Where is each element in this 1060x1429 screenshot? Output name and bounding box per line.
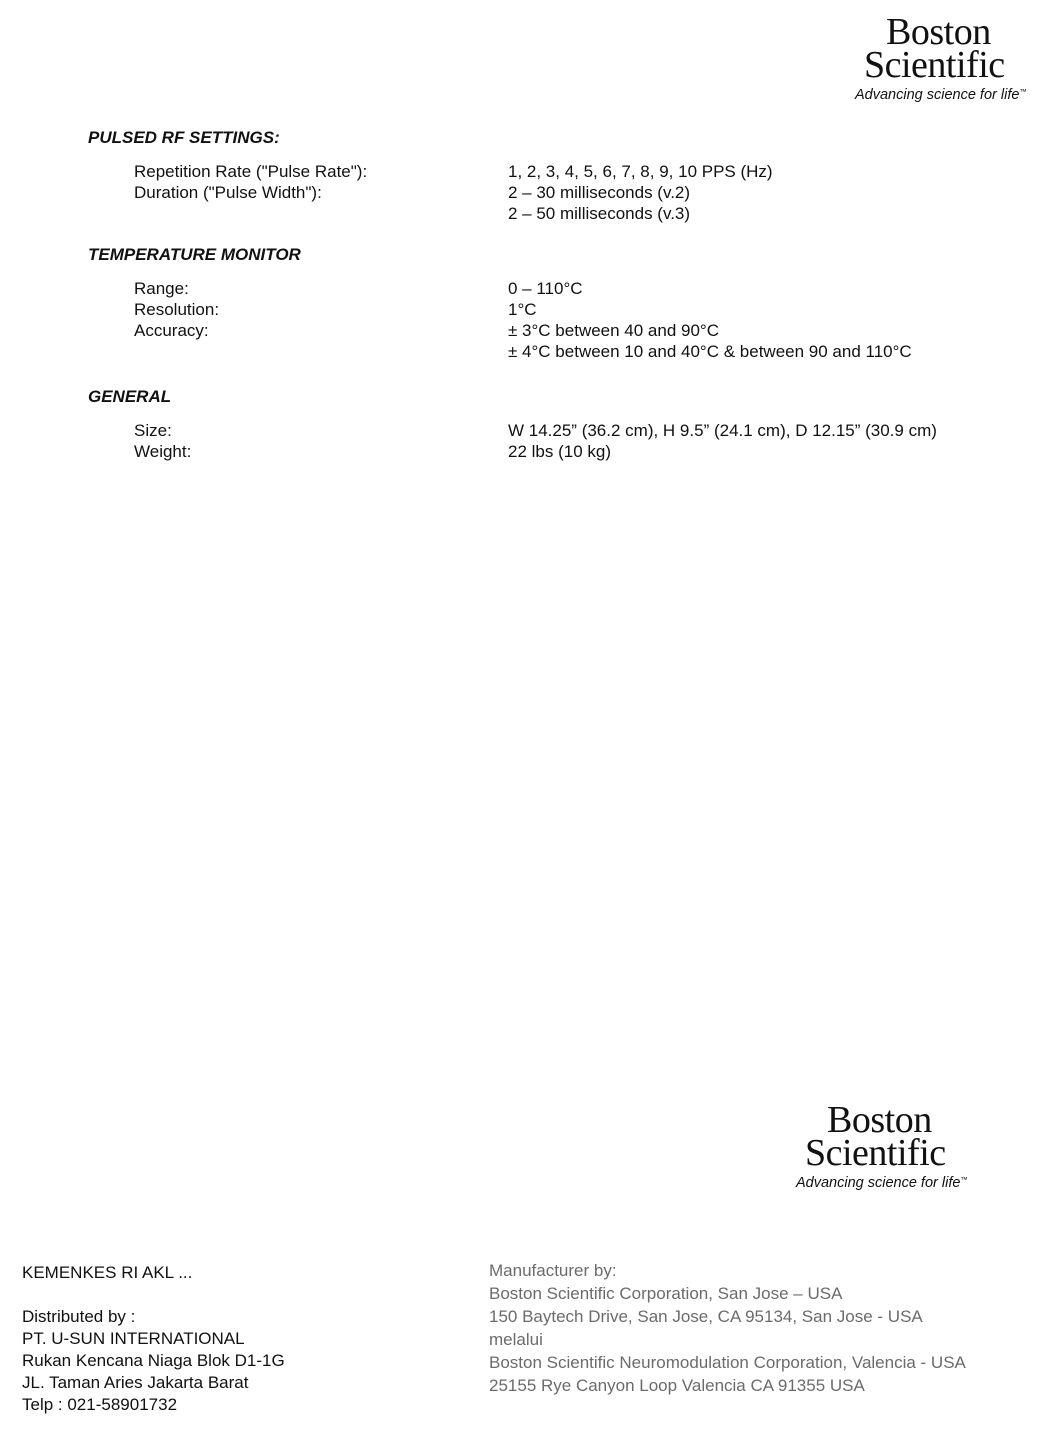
value-repetition-rate: 1, 2, 3, 4, 5, 6, 7, 8, 9, 10 PPS (Hz) xyxy=(508,162,773,181)
logo-tagline xyxy=(855,87,1027,103)
manufacturer-via: melalui xyxy=(489,1330,543,1349)
label-weight: Weight: xyxy=(134,442,192,461)
value-duration-v2: 2 – 30 milliseconds (v.2) xyxy=(508,183,691,202)
section-title-temperature-monitor: TEMPERATURE MONITOR xyxy=(88,245,301,264)
value-range: 0 – 110°C xyxy=(508,279,583,298)
akl-registration: KEMENKES RI AKL ... xyxy=(22,1263,193,1282)
manufacturer-address-2: 25155 Rye Canyon Loop Valencia CA 91355 USA xyxy=(489,1376,865,1395)
logo-trademark: ™ xyxy=(1019,87,1027,97)
logo-tagline xyxy=(796,1175,968,1191)
logo-word-boston: Boston xyxy=(886,11,991,53)
section-title-general: GENERAL xyxy=(88,387,172,406)
value-accuracy-1: ± 3°C between 40 and 90°C xyxy=(508,321,720,340)
logo-word-scientific: Scientific xyxy=(864,43,1005,86)
boston-scientific-logo-bottom xyxy=(796,1099,968,1192)
distributor-company: PT. U-SUN INTERNATIONAL xyxy=(22,1329,245,1348)
distributor-info xyxy=(22,1262,285,1416)
label-duration: Duration ("Pulse Width"): xyxy=(134,183,322,202)
logo-tagline-text: Advancing science for life xyxy=(855,87,1020,104)
manufacturer-by-label: Manufacturer by: xyxy=(489,1261,617,1280)
value-size: W 14.25” (36.2 cm), H 9.5” (24.1 cm), D 12.15” (30.9 cm) xyxy=(508,421,937,440)
logo-trademark: ™ xyxy=(960,1175,968,1185)
manufacturer-corp-1: Boston Scientific Corporation, San Jose – USA xyxy=(489,1284,843,1303)
value-weight: 22 lbs (10 kg) xyxy=(508,442,611,461)
value-resolution: 1°C xyxy=(508,300,537,319)
logo-word-scientific: Scientific xyxy=(805,1131,946,1174)
label-range: Range: xyxy=(134,279,189,298)
value-accuracy-2: ± 4°C between 10 and 40°C & between 90 and 110°C xyxy=(508,342,912,361)
distributor-address-1: Rukan Kencana Niaga Blok D1-1G xyxy=(22,1351,285,1370)
section-title-pulsed-rf: PULSED RF SETTINGS: xyxy=(88,128,280,147)
manufacturer-address-1: 150 Baytech Drive, San Jose, CA 95134, San Jose - USA xyxy=(489,1307,923,1326)
distributor-phone: Telp : 021-58901732 xyxy=(22,1395,178,1414)
label-size: Size: xyxy=(134,421,172,440)
manufacturer-corp-2: Boston Scientific Neuromodulation Corporation, Valencia - USA xyxy=(489,1353,966,1372)
boston-scientific-logo-top xyxy=(855,11,1027,104)
logo-word-boston: Boston xyxy=(827,1099,932,1141)
label-accuracy: Accuracy: xyxy=(134,321,209,340)
distributor-address-2: JL. Taman Aries Jakarta Barat xyxy=(22,1373,249,1392)
spacer xyxy=(22,1284,285,1306)
logo-tagline-text: Advancing science for life xyxy=(796,1175,961,1192)
distributed-by-label: Distributed by : xyxy=(22,1307,136,1326)
value-duration-v3: 2 – 50 milliseconds (v.3) xyxy=(508,204,691,223)
label-repetition-rate: Repetition Rate ("Pulse Rate"): xyxy=(134,162,368,181)
label-resolution: Resolution: xyxy=(134,300,220,319)
manufacturer-info xyxy=(489,1259,966,1397)
